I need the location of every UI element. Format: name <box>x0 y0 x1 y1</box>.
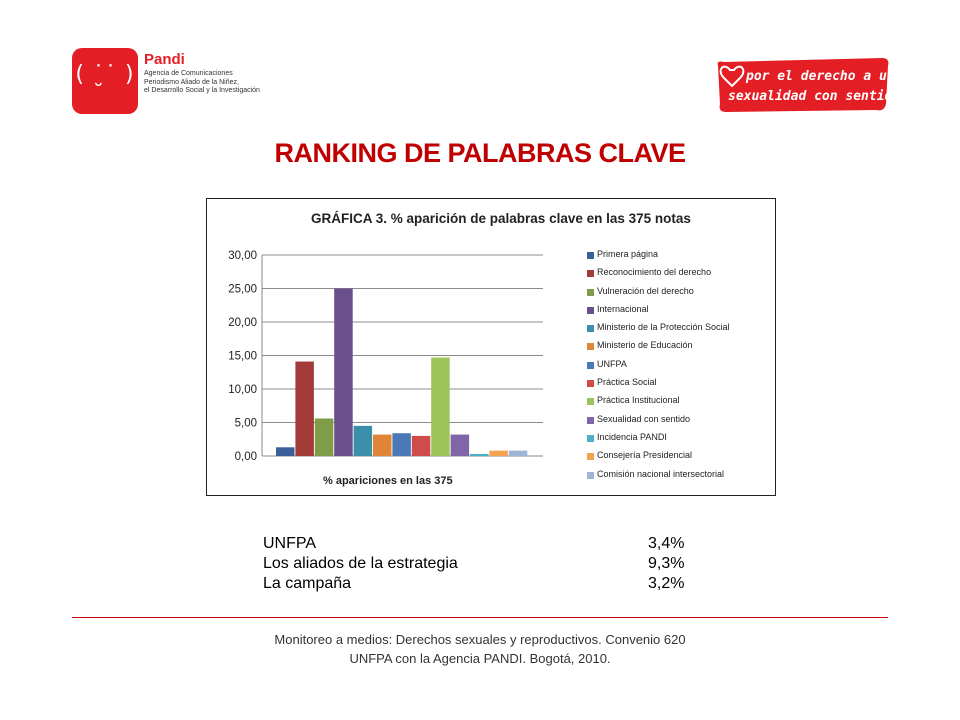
legend-swatch <box>587 472 594 479</box>
stat-label: Los aliados de la estrategia <box>263 555 458 572</box>
legend-swatch <box>587 417 594 424</box>
page-title: RANKING DE PALABRAS CLAVE <box>274 138 686 168</box>
legend-item <box>585 432 771 450</box>
legend-label: Primera página <box>597 249 659 259</box>
legend-swatch <box>587 453 594 460</box>
bar-primera-p-gina <box>276 447 295 456</box>
stats-table <box>263 535 703 595</box>
x-axis-label: % apariciones en las 375 <box>323 475 453 487</box>
y-tick-label: 25,00 <box>228 283 257 296</box>
legend-label: Sexualidad con sentido <box>597 413 691 424</box>
pandi-logo-tagline <box>144 70 294 96</box>
legend-item <box>585 322 771 340</box>
y-tick-label: 10,00 <box>228 384 257 396</box>
legend-swatch <box>587 252 594 259</box>
legend-label: Consejería Presidencial <box>597 450 693 461</box>
bar-internacional <box>334 289 353 457</box>
tagline-line: Agencia de Comunicaciones <box>144 70 233 77</box>
legend-label: Vulneración del derecho <box>597 285 694 296</box>
legend-label: Reconocimiento del derecho <box>597 267 712 278</box>
stat-value: 3,2% <box>648 575 685 592</box>
tagline-line: el Desarrollo Social y la Investigación <box>144 87 260 94</box>
chart-legend <box>585 249 771 487</box>
bar-comisi-n-nacional-intersectorial <box>509 451 528 456</box>
campaign-logo <box>712 56 892 114</box>
bar-incidencia-pandi <box>470 454 489 456</box>
legend-item <box>585 340 771 358</box>
bar-unfpa <box>392 433 411 456</box>
campaign-text-line1: por el derecho a una <box>746 69 892 84</box>
pandi-logo-mark <box>72 48 138 114</box>
stat-row <box>263 555 703 575</box>
footer-line: UNFPA con la Agencia PANDI. Bogotá, 2010. <box>349 651 611 666</box>
legend-item <box>585 249 771 267</box>
legend-swatch <box>587 325 594 332</box>
chart-title: GRÁFICA 3. % aparición de palabras clave en las 375 notas <box>311 211 691 226</box>
stat-value: 9,3% <box>648 555 685 572</box>
pandi-logo-name: Pandi <box>144 51 185 68</box>
stat-value: 3,4% <box>648 535 685 552</box>
y-tick-label: 20,00 <box>228 317 257 329</box>
legend-item <box>585 377 771 395</box>
bar-consejer-a-presidencial <box>489 451 508 456</box>
smile-face-icon: ( ˙̮˙ ) <box>75 62 135 87</box>
legend-label: Práctica Social <box>597 377 657 388</box>
stat-label: La campaña <box>263 575 352 592</box>
bar-sexualidad-con-sentido <box>451 435 470 456</box>
legend-item <box>585 359 771 377</box>
legend-item <box>585 395 771 413</box>
legend-swatch <box>587 362 594 369</box>
legend-label: Internacional <box>597 303 649 314</box>
legend-swatch <box>587 307 594 314</box>
legend-swatch <box>587 289 594 296</box>
stat-row <box>263 575 703 595</box>
bar-ministerio-de-educaci-n <box>373 435 392 456</box>
legend-swatch <box>587 435 594 442</box>
y-tick-label: 0,00 <box>234 451 257 463</box>
footer-line: Monitoreo a medios: Derechos sexuales y reproductivos. Convenio 620 <box>274 632 686 647</box>
y-tick-label: 30,00 <box>228 250 257 262</box>
legend-label: Incidencia PANDI <box>597 431 667 442</box>
bar-reconocimiento-del-derecho <box>295 362 314 456</box>
legend-swatch <box>587 398 594 405</box>
chart-frame <box>206 198 776 496</box>
legend-item <box>585 469 771 487</box>
legend-label: Comisión nacional intersectorial <box>597 468 725 479</box>
legend-item <box>585 450 771 468</box>
legend-item <box>585 304 771 322</box>
legend-swatch <box>587 343 594 350</box>
campaign-logo-graphic <box>712 56 892 114</box>
bar-ministerio-de-la-protecci-n-social <box>354 426 373 456</box>
legend-swatch <box>587 380 594 387</box>
footer-divider <box>72 617 888 618</box>
legend-label: UNFPA <box>597 358 627 369</box>
bar-pr-ctica-social <box>412 436 431 456</box>
stat-label: UNFPA <box>263 535 317 552</box>
legend-label: Ministerio de la Protección Social <box>597 322 730 333</box>
bar-pr-ctica-institucional <box>431 358 450 456</box>
tagline-line: Periodismo Aliado de la Niñez, <box>144 78 239 86</box>
legend-label: Práctica Institucional <box>597 395 680 406</box>
y-tick-label: 15,00 <box>228 350 257 363</box>
footer <box>0 630 960 668</box>
y-tick-label: 5,00 <box>234 417 257 430</box>
stat-row <box>263 535 703 555</box>
legend-item <box>585 267 771 285</box>
legend-swatch <box>587 270 594 277</box>
legend-label: Ministerio de Educación <box>597 340 693 351</box>
campaign-text-line2: sexualidad con sentido <box>728 89 892 104</box>
pandi-logo <box>72 48 272 118</box>
legend-item <box>585 414 771 432</box>
legend-item <box>585 286 771 304</box>
bar-vulneraci-n-del-derecho <box>315 418 334 456</box>
